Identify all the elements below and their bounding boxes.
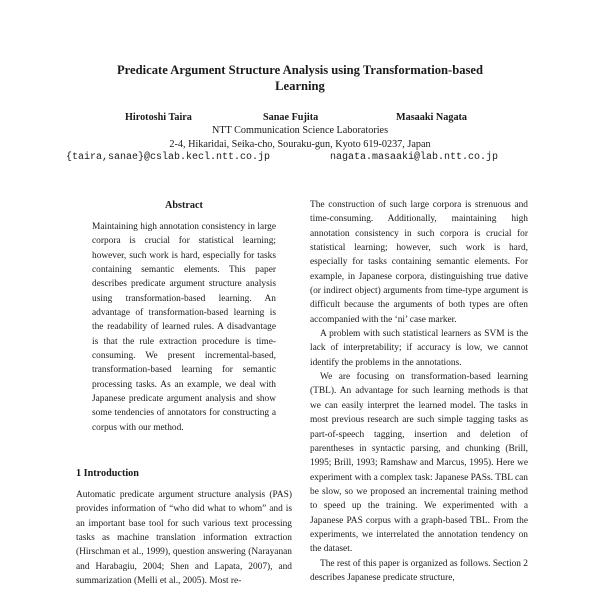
address: 2-4, Hikaridai, Seika-cho, Souraku-gun, Kyoto 619-0237, Japan xyxy=(169,139,431,150)
author-name: Masaaki Nagata xyxy=(396,112,468,123)
body-paragraph: A problem with such statistical learners as SVM is the lack of interpretability; if accuracy is low, we cannot identify the problems in the annotations. xyxy=(310,329,528,368)
email-address: {taira,sanae}@cslab.kecl.ntt.co.jp xyxy=(66,152,271,163)
section-heading: 1 Introduction xyxy=(76,468,139,479)
abstract-text: Maintaining high annotation consistency in large corpora is crucial for statistical learning; however, such work is hard, especially for tasks containing semantic elements. This paper describes predicate argument structure analysis using transformation-based learning. An advantage of transformation-based learning is the readability of learned rules. A disadvantage is that the rule extraction procedure is time-consuming. We present incremental-based, transformation-based learning for semantic processing tasks. As an example, we deal with Japanese predicate argument analysis and show some tendencies of annotators for constructing a corpus with our method. xyxy=(92,222,276,433)
affiliation: NTT Communication Science Laboratories xyxy=(211,125,389,136)
author-list xyxy=(0,112,600,126)
body-paragraph: The rest of this paper is organized as follows. Section 2 describes Japanese predicate structure, xyxy=(310,558,528,583)
email-address: nagata.masaaki@lab.ntt.co.jp xyxy=(330,152,499,163)
body-paragraph: We are focusing on transformation-based learning (TBL). An advantage for such learning methods is that we can easily interpret the learned model. The tasks in most previous research are such simple tagging tasks as part-of-speech tagging, insertion and deletion of parentheses in syntactic parsing, and chunking (Brill, 1995; Brill, 1993; Ramshaw and Marcus, 1995). Here we experiment with a complex task: Japanese PASs. TBL can be slow, so we proposed an incremental training method to speed up the training. We experimented with a Japanese PAS corpus with a graph-based TBL. From the experiments, we interrelated the annotation tendency on the dataset. xyxy=(310,372,528,555)
intro-body xyxy=(76,488,292,588)
title-line-2: Learning xyxy=(275,79,325,93)
abstract-body xyxy=(92,220,276,435)
right-column xyxy=(310,198,528,585)
author-name: Hirotoshi Taira xyxy=(125,112,192,123)
body-paragraph: The construction of such large corpora is strenuous and time-consuming. Additionally, maintaining high annotation consistency in such corpora is crucial for statistical learning; however, such work is hard, especially for tasks containing semantic elements. For example, in Japanese corpora, distinguishing true dative (or indirect object) arguments from time-type argument is difficult because the arguments of both types are often accompanied with the ‘ni’ case marker. xyxy=(310,200,528,325)
title-line-1: Predicate Argument Structure Analysis using Transformation-based xyxy=(116,63,484,77)
paper-title xyxy=(60,62,540,94)
author-name: Sanae Fujita xyxy=(263,112,319,123)
abstract-heading: Abstract xyxy=(165,200,203,211)
intro-paragraph: Automatic predicate argument structure analysis (PAS) provides information of “who did what to whom” and is an important base tool for such various text processing tasks as machine translation information extraction (Hirschman et al., 1999), question answering (Narayanan and Harabagiu, 2004; Shen and Lapata, 2007), and summarization (Melli et al., 2005). Most re- xyxy=(76,490,292,587)
